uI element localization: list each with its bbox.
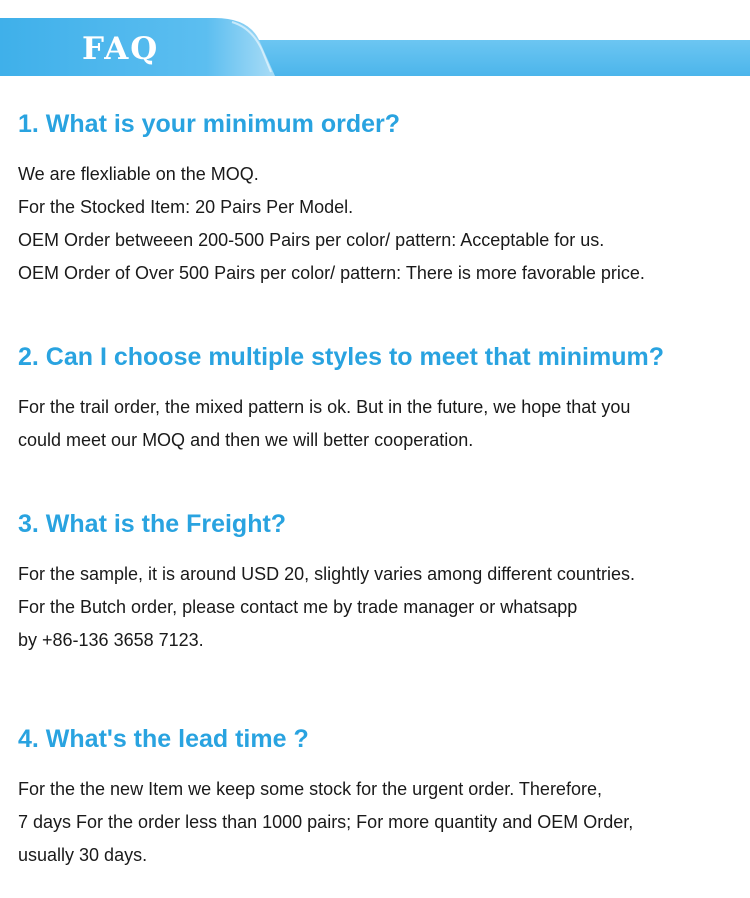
faq-item-freight bbox=[18, 508, 743, 657]
faq-question: 4. What's the lead time ? bbox=[18, 725, 309, 753]
faq-item-minimum-order bbox=[18, 108, 743, 290]
faq-answer bbox=[18, 773, 743, 872]
answer-line: For the Stocked Item: 20 Pairs Per Model. bbox=[18, 197, 354, 217]
answer-line: We are flexliable on the MOQ. bbox=[18, 164, 259, 184]
faq-question: 3. What is the Freight? bbox=[18, 510, 287, 538]
answer-line: usually 30 days. bbox=[18, 845, 148, 865]
answer-line: For the sample, it is around USD 20, slightly varies among different countries. bbox=[18, 564, 635, 584]
faq-answer bbox=[18, 558, 743, 657]
faq-answer bbox=[18, 158, 743, 290]
faq-banner bbox=[0, 0, 750, 80]
faq-question: 2. Can I choose multiple styles to meet that minimum? bbox=[18, 343, 664, 371]
answer-line: could meet our MOQ and then we will better cooperation. bbox=[18, 430, 474, 450]
answer-line: For the the new Item we keep some stock for the urgent order. Therefore, bbox=[18, 779, 602, 799]
faq-item-multiple-styles bbox=[18, 341, 743, 457]
answer-line: OEM Order betweeen 200-500 Pairs per color/ pattern: Acceptable for us. bbox=[18, 230, 605, 250]
answer-line: by +86-136 3658 7123. bbox=[18, 630, 204, 650]
faq-question: 1. What is your minimum order? bbox=[18, 110, 400, 138]
faq-answer bbox=[18, 391, 743, 457]
banner-title: FAQ bbox=[82, 31, 160, 67]
answer-line: OEM Order of Over 500 Pairs per color/ pattern: There is more favorable price. bbox=[18, 263, 645, 283]
answer-line: For the trail order, the mixed pattern is ok. But in the future, we hope that you bbox=[18, 397, 631, 417]
answer-line: For the Butch order, please contact me by trade manager or whatsapp bbox=[18, 597, 578, 617]
answer-line: 7 days For the order less than 1000 pairs; For more quantity and OEM Order, bbox=[18, 812, 634, 832]
faq-item-lead-time bbox=[18, 723, 743, 872]
